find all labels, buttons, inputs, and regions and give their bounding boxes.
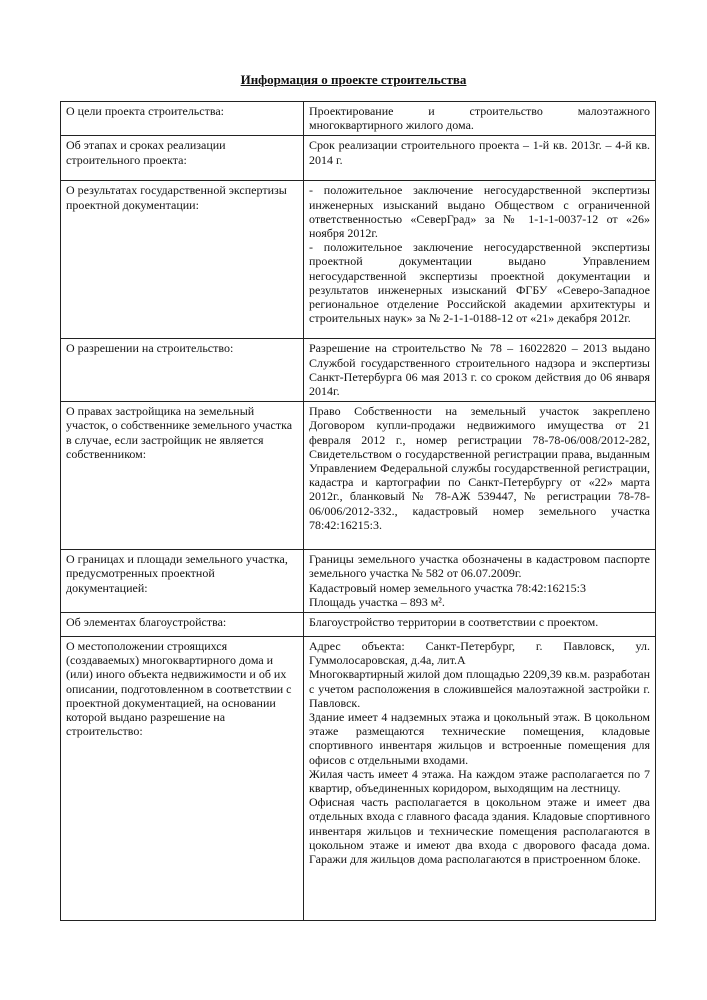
answer-paragraph: Разрешение на строительство № 78 – 16022820 – 2013 выдано Службой государственного строительного надзора и экспертизы Санкт-Петербурга 06 мая 2013 г. со сроком действия до 06 января 2014г. <box>309 341 650 399</box>
answer-paragraph: Проектирование и строительство малоэтажного многоквартирного жилого дома. <box>309 104 650 133</box>
question-cell: О правах застройщика на земельный участок, о собственнике земельного участка в случае, если застройщик не является собственником: <box>61 402 304 550</box>
answer-cell <box>304 550 656 613</box>
answer-paragraph: - положительное заключение негосударственной экспертизы проектной документации выдано Управлением негосударственной экспертизы проектной документации и результатов инженерных изысканий ФГБУ «Северо-Западное региональное отделение Российской академии архитектуры и строительных наук» за № 2-1-1-0188-12 от «21» декабря 2012г. <box>309 240 650 326</box>
table-row <box>61 136 656 181</box>
answer-paragraph: Адрес объекта: Санкт-Петербург, г. Павловск, ул. Гуммолосаровская, д.4а, лит.А <box>309 639 650 668</box>
question-cell: О разрешении на строительство: <box>61 339 304 402</box>
answer-paragraph: Благоустройство территории в соответствии с проектом. <box>309 615 599 630</box>
answer-paragraph: Границы земельного участка обозначены в кадастровом паспорте земельного участка № 582 от 06.07.2009г. <box>309 552 650 581</box>
answer-cell <box>304 339 656 402</box>
question-cell: Об этапах и сроках реализации строительного проекта: <box>61 136 304 181</box>
document-title: Информация о проекте строительства <box>240 72 467 87</box>
answer-paragraph: Здание имеет 4 надземных этажа и цокольный этаж. В цокольном этаже размещаются технические помещения, кладовые спортивного инвентаря жильцов и встроенные помещения для офисов с отдельными входами. <box>309 710 650 767</box>
table-row <box>61 613 656 637</box>
answer-cell <box>304 402 656 550</box>
answer-paragraph: Офисная часть располагается в цокольном этаже и имеет два отдельных входа с главного фасада здания. Кладовые спортивного инвентаря жильцов и технические помещения располагаются в цокольном этаже и имеют два входа с дворового фасада дома. Гаражи для жильцов дома располагаются в пристроенном блоке. <box>309 795 650 867</box>
table-row <box>61 181 656 339</box>
question-cell: О цели проекта строительства: <box>61 102 304 136</box>
answer-paragraph: - положительное заключение негосударственной экспертизы инженерных изысканий выдано Обществом с ограниченной ответственностью «СеверГрад» за № 1-1-1-0037-12 от «26» ноября 2012г. <box>309 183 650 241</box>
answer-cell <box>304 613 656 637</box>
answer-paragraph: Срок реализации строительного проекта – 1-й кв. 2013г. – 4-й кв. 2014 г. <box>309 138 650 167</box>
table-row <box>61 550 656 613</box>
project-info-table <box>60 101 656 921</box>
table-row <box>61 402 656 550</box>
answer-paragraph: Право Собственности на земельный участок закреплено Договором купли-продажи недвижимого имущества от 21 февраля 2012 г., номер регистрации 78-78-06/008/2012-282, Свидетельством о государственной регистрации права, выданным Управлением Федеральной службы государственной регистрации, кадастра и картографии по Санкт-Петербургу от «22» марта 2012г., бланковый № 78-АЖ 539447, № регистрации 78-78-06/006/2012-332., кадастровый номер земельного участка 78:42:16215:3. <box>309 404 650 532</box>
question-cell: О границах и площади земельного участка, предусмотренных проектной документацией: <box>61 550 304 613</box>
answer-cell <box>304 102 656 136</box>
answer-cell <box>304 637 656 921</box>
answer-cell <box>304 181 656 339</box>
table-row <box>61 339 656 402</box>
answer-paragraph: Кадастровый номер земельного участка 78:42:16215:3 <box>309 580 586 595</box>
answer-paragraph: Площадь участка – 893 м². <box>309 594 445 609</box>
table-row <box>61 637 656 921</box>
question-cell: О местоположении строящихся (создаваемых) многоквартирного дома и (или) иного объекта недвижимости и об их описании, подготовленном в соответствии с проектной документацией, на основании которой выдано разрешение на строительство: <box>61 637 304 921</box>
question-cell: О результатах государственной экспертизы проектной документации: <box>61 181 304 339</box>
answer-paragraph: Жилая часть имеет 4 этажа. На каждом этаже располагается по 7 квартир, объединенных коридором, выходящим на лестницу. <box>309 766 650 796</box>
answer-paragraph: Многоквартирный жилой дом площадью 2209,39 кв.м. разработан с учетом расположения в сложившейся малоэтажной застройки г. Павловск. <box>309 667 650 710</box>
answer-cell <box>304 136 656 181</box>
table-row <box>61 102 656 136</box>
question-cell: Об элементах благоустройства: <box>61 613 304 637</box>
